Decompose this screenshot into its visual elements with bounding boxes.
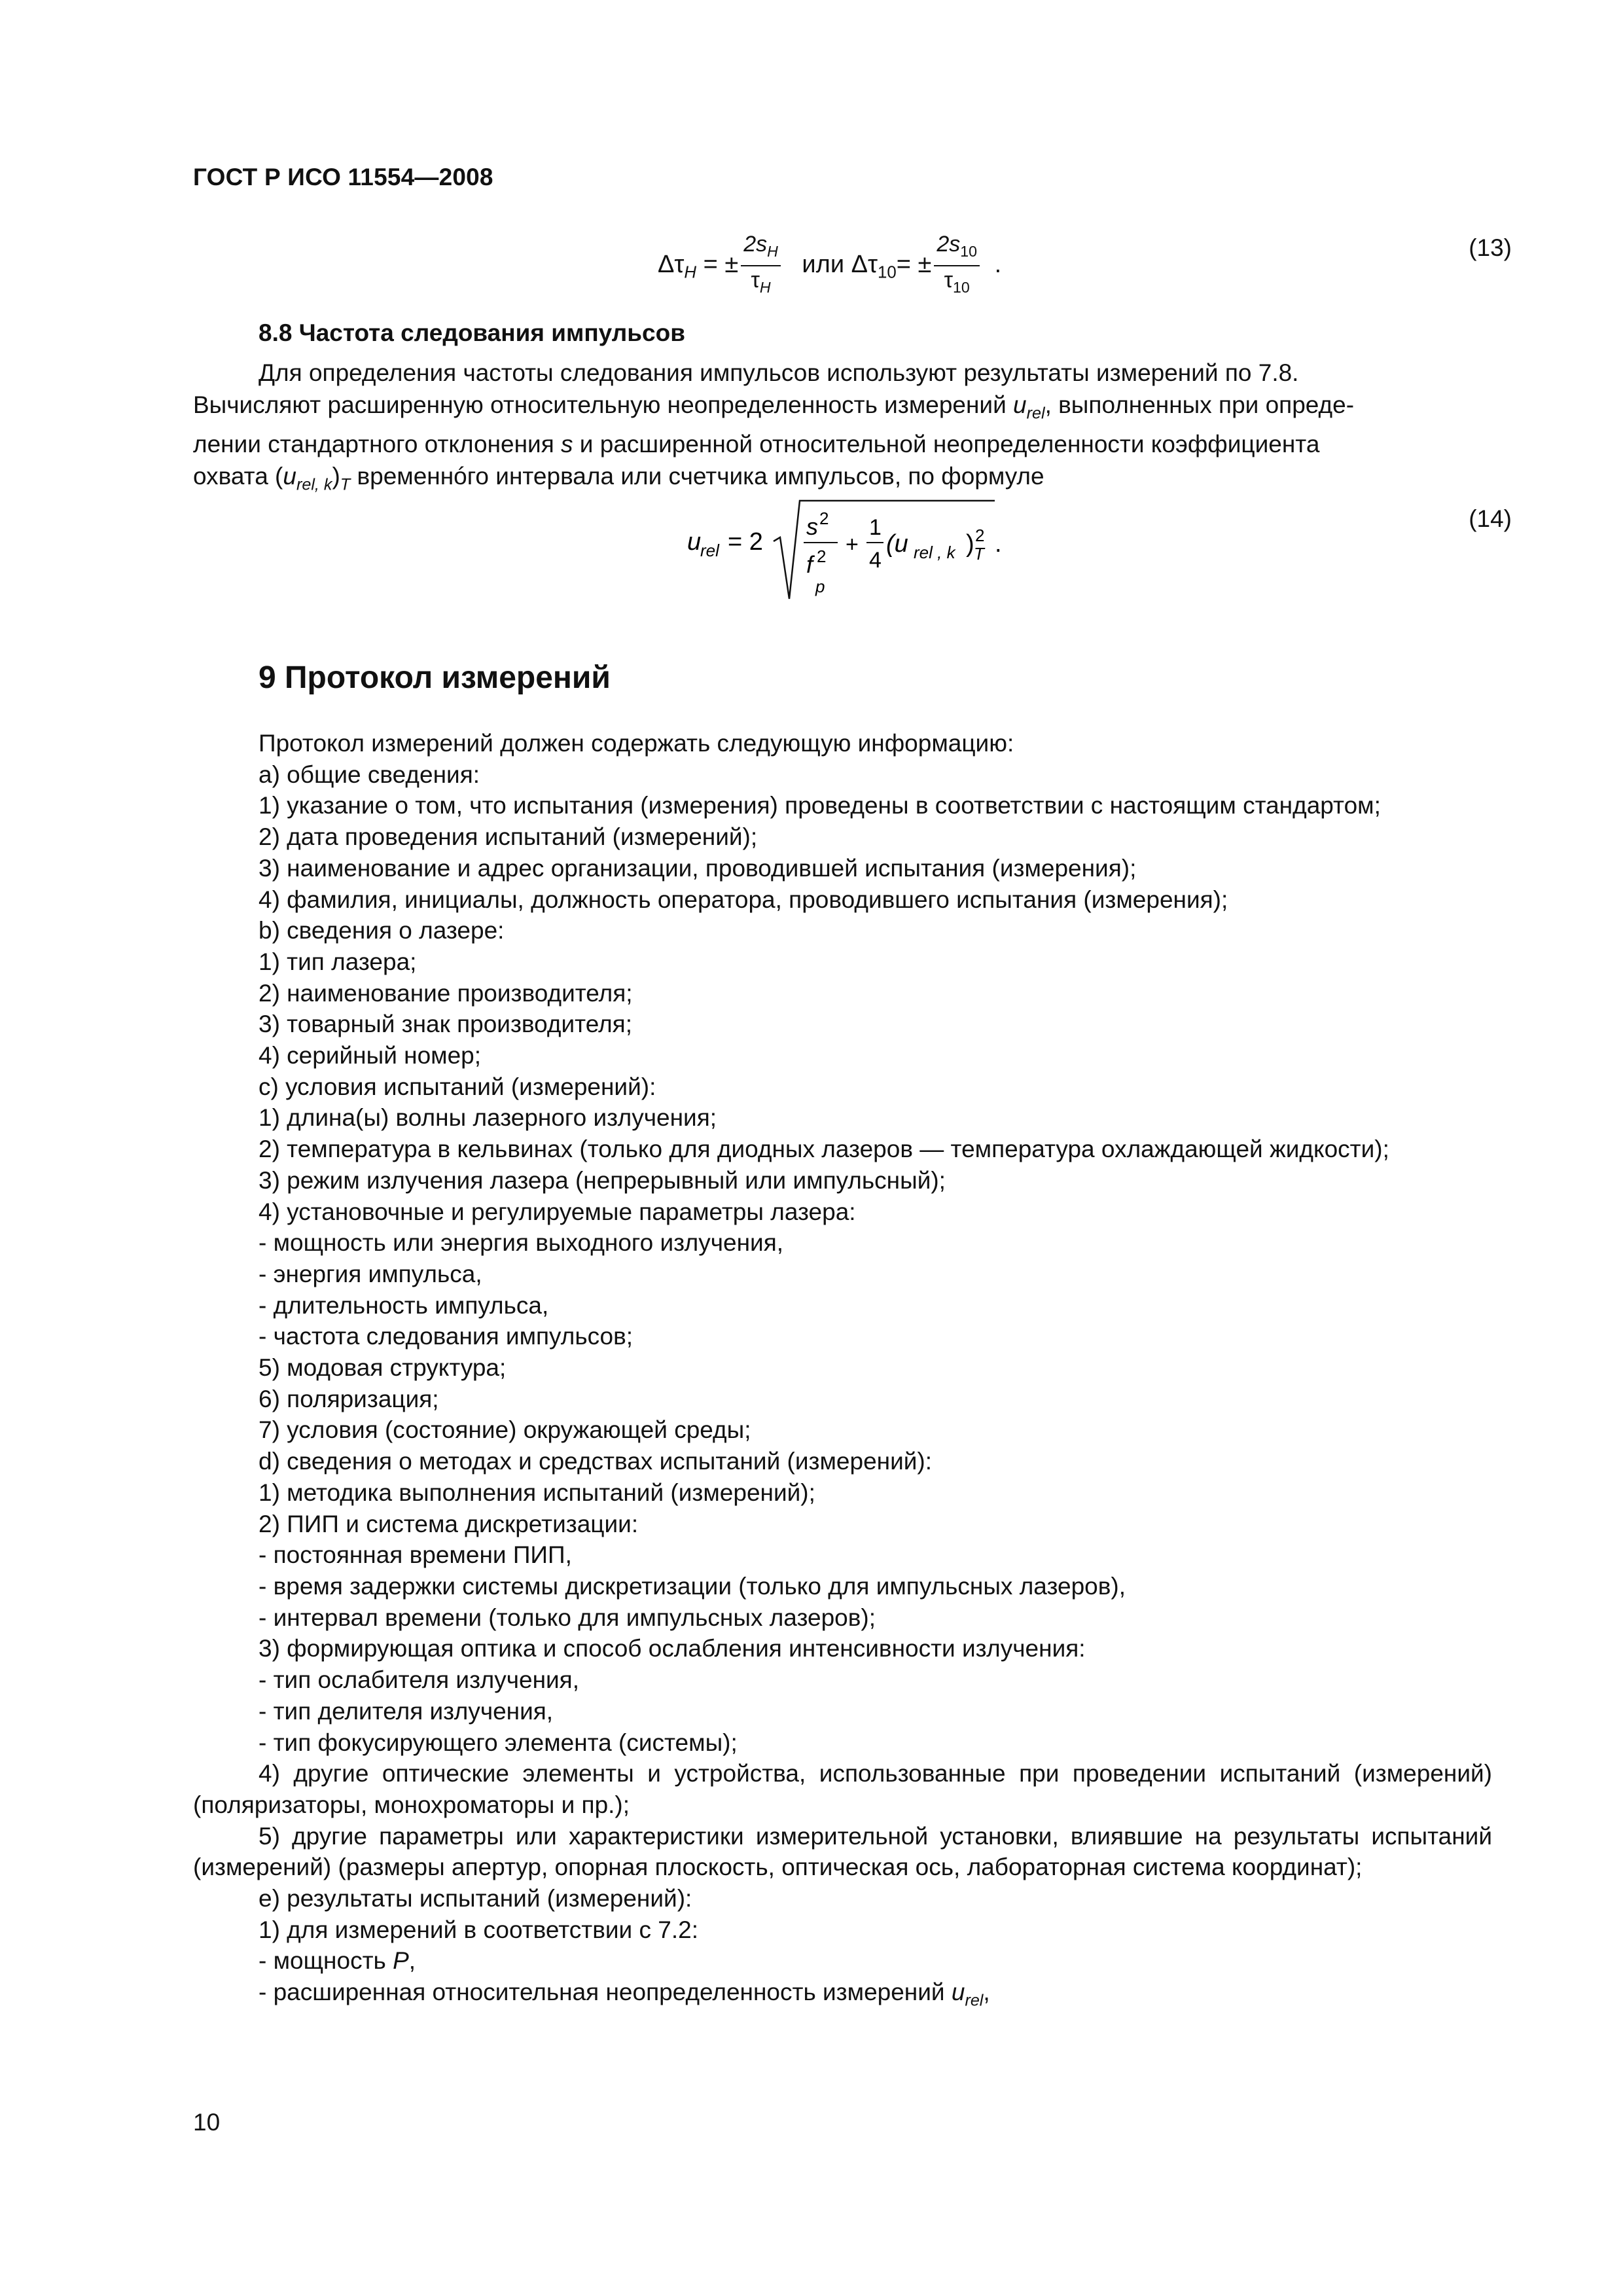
f14-f-exp: 2 <box>817 547 827 566</box>
sym-relk: rel, k <box>296 475 332 494</box>
formula-13 <box>658 230 1001 301</box>
list-item: - мощность или энергия выходного излучения, <box>259 1229 784 1257</box>
para-line-4c: временнóго интервала или счетчика импульсов, по формуле <box>350 462 1044 490</box>
f14-four: 4 <box>869 548 882 573</box>
list-item: 4) установочные и регулируемые параметры лазера: <box>259 1198 856 1225</box>
list-item: c) условия испытаний (измерений): <box>259 1073 656 1100</box>
list-item: 1) методика выполнения испытаний (измерений); <box>259 1479 815 1506</box>
list-item: e) результаты испытаний (измерений): <box>259 1885 692 1912</box>
f14-plus: + <box>846 532 859 557</box>
list-item: 1) для измерений в соответствии с 7.2: <box>259 1916 698 1943</box>
f14-s-exp: 2 <box>819 509 829 528</box>
num-2s: 2s <box>743 232 768 257</box>
protocol-lines <box>193 728 1492 1758</box>
list-item: 3) наименование и адрес организации, проводившей испытания (измерения); <box>259 854 1137 882</box>
den-tau-10: τ <box>944 267 954 293</box>
list-item: 2) наименование производителя; <box>259 979 633 1007</box>
unc-rel: rel <box>965 1991 984 2010</box>
den-sub-h: H <box>759 278 771 296</box>
protocol-item-5-other-params: 5) другие параметры или характеристики измерительной установки, влиявшие на результаты испытаний (измерений) (размеры апертур, опорная плоскость, оптическая ось, лабораторная система координат); <box>193 1822 1492 1881</box>
list-item: - время задержки системы дискретизации (только для импульсных лазеров), <box>259 1572 1126 1600</box>
protocol-power-line <box>193 1945 1492 1977</box>
protocol-tail-lines <box>193 1883 1492 1945</box>
f14-s: s <box>806 513 818 540</box>
fraction-2sh-tauh <box>741 230 781 301</box>
f14-dot: . <box>995 530 1002 558</box>
f14-relk: rel , k <box>914 543 955 562</box>
delta-tau-h: Δτ <box>658 250 685 278</box>
list-item: b) сведения о лазере: <box>259 917 505 944</box>
para-line-3a: лении стандартного отклонения <box>193 431 562 458</box>
num-sub-h: H <box>767 242 778 260</box>
para-line-4a: охвата ( <box>193 462 283 490</box>
para-line-4b: ) <box>332 462 340 490</box>
list-item: a) общие сведения: <box>259 761 480 788</box>
list-item: 2) ПИП и система дискретизации: <box>259 1510 639 1537</box>
list-item: 4) фамилия, инициалы, должность оператора, проводившего испытания (измерения); <box>259 886 1228 913</box>
power-symbol: P <box>393 1947 409 1975</box>
protocol-item-4-other-optics: 4) другие оптические элементы и устройства, использованные при проведении испытаний (измерений) (поляризаторы, монохроматоры и пр.); <box>193 1760 1492 1818</box>
word-or: или <box>802 250 845 278</box>
list-item: 2) температура в кельвинах (только для диодных лазеров — температура охлаждающей жидкости); <box>259 1136 1389 1163</box>
document-header: ГОСТ Р ИСО 11554—2008 <box>193 164 493 190</box>
protocol-uncertainty-line <box>193 1977 1492 2017</box>
list-item: 3) формирующая оптика и способ ослабления интенсивности излучения: <box>259 1635 1086 1662</box>
sym-rel: rel <box>1026 403 1045 422</box>
section-8-8-title: 8.8 Частота следования импульсов <box>259 319 685 346</box>
delta-tau-10: Δτ <box>851 250 878 278</box>
list-item: 3) товарный знак производителя; <box>259 1011 632 1038</box>
list-item: - тип ослабителя излучения, <box>259 1666 579 1694</box>
sub-10: 10 <box>878 263 897 282</box>
page-number: 10 <box>193 2109 221 2136</box>
eq-sign: = ± <box>696 250 739 278</box>
f14-T: T <box>974 544 984 564</box>
list-item: - частота следования импульсов; <box>259 1323 633 1350</box>
para-line-2b: , выполненных при опреде- <box>1044 391 1355 418</box>
list-item: - тип делителя излучения, <box>259 1697 554 1725</box>
formula-14 <box>681 494 1047 605</box>
f14-u2: (u <box>886 530 908 558</box>
list-item: 1) указание о том, что испытания (измерения) проведены в соответствии с настоящим стандартом; <box>259 792 1381 819</box>
section-9-title: 9 Протокол измерений <box>259 660 611 695</box>
list-item: 6) поляризация; <box>259 1385 439 1412</box>
protocol-list <box>193 728 1492 2017</box>
para-line-3 <box>193 429 1492 461</box>
sym-u: u <box>1013 391 1027 418</box>
num-sub-10: 10 <box>960 242 978 260</box>
power-suffix: , <box>408 1947 416 1975</box>
den-tau: τ <box>751 267 760 293</box>
equation-number-13: (13) <box>1469 234 1512 261</box>
list-item: - постоянная времени ПИП, <box>259 1541 572 1569</box>
den-sub-10: 10 <box>953 278 970 296</box>
eq-sign-2: = ± <box>896 250 932 278</box>
list-item: - длительность импульса, <box>259 1291 549 1319</box>
f14-eq: = 2 <box>728 528 763 556</box>
equation-number-14: (14) <box>1469 505 1512 532</box>
para-line-2a: Вычисляют расширенную относительную неопределенность измерений <box>193 391 1014 418</box>
formula-dot: . <box>994 250 1002 278</box>
list-item: Протокол измерений должен содержать следующую информацию: <box>259 730 1014 757</box>
list-item: 1) длина(ы) волны лазерного излучения; <box>259 1104 717 1132</box>
para-line-2 <box>193 389 1492 429</box>
list-item: 3) режим излучения лазера (непрерывный или импульсный); <box>259 1166 946 1194</box>
unc-u: u <box>951 1979 965 2006</box>
list-item: 2) дата проведения испытаний (измерений); <box>259 823 758 851</box>
list-item: 7) условия (состояние) окружающей среды; <box>259 1416 751 1444</box>
f14-p: p <box>815 577 825 596</box>
para-line-1: Для определения частоты следования импульсов используют результаты измерений по 7.8. <box>259 359 1299 386</box>
sub-h: H <box>684 263 697 282</box>
sym-T: T <box>340 475 351 494</box>
f14-rel: rel <box>700 541 719 560</box>
sym-s: s <box>561 431 573 458</box>
list-item: 1) тип лазера; <box>259 948 417 975</box>
unc-suffix: , <box>983 1979 990 2006</box>
fraction-2s10-tau10 <box>934 230 980 301</box>
f14-close: ) <box>966 530 974 558</box>
f14-u: u <box>687 528 702 556</box>
f14-one: 1 <box>869 515 882 540</box>
power-prefix: - мощность <box>259 1947 393 1975</box>
para-line-3b: и расширенной относительной неопределенности коэффициента <box>573 431 1320 458</box>
unc-prefix: - расширенная относительная неопределенность измерений <box>259 1979 952 2006</box>
list-item: 5) модовая структура; <box>259 1354 507 1382</box>
sym-u-2: u <box>283 462 296 490</box>
list-item: d) сведения о методах и средствах испытаний (измерений): <box>259 1448 933 1475</box>
list-item: - интервал времени (только для импульсных лазеров); <box>259 1604 876 1631</box>
num-2s-10: 2s <box>936 232 961 257</box>
section-8-8-paragraph <box>193 357 1492 501</box>
list-item: - тип фокусирующего элемента (системы); <box>259 1729 738 1756</box>
list-item: - энергия импульса, <box>259 1260 482 1287</box>
list-item: 4) серийный номер; <box>259 1042 482 1069</box>
f14-exp2: 2 <box>975 526 985 545</box>
f14-f: f <box>806 551 813 578</box>
